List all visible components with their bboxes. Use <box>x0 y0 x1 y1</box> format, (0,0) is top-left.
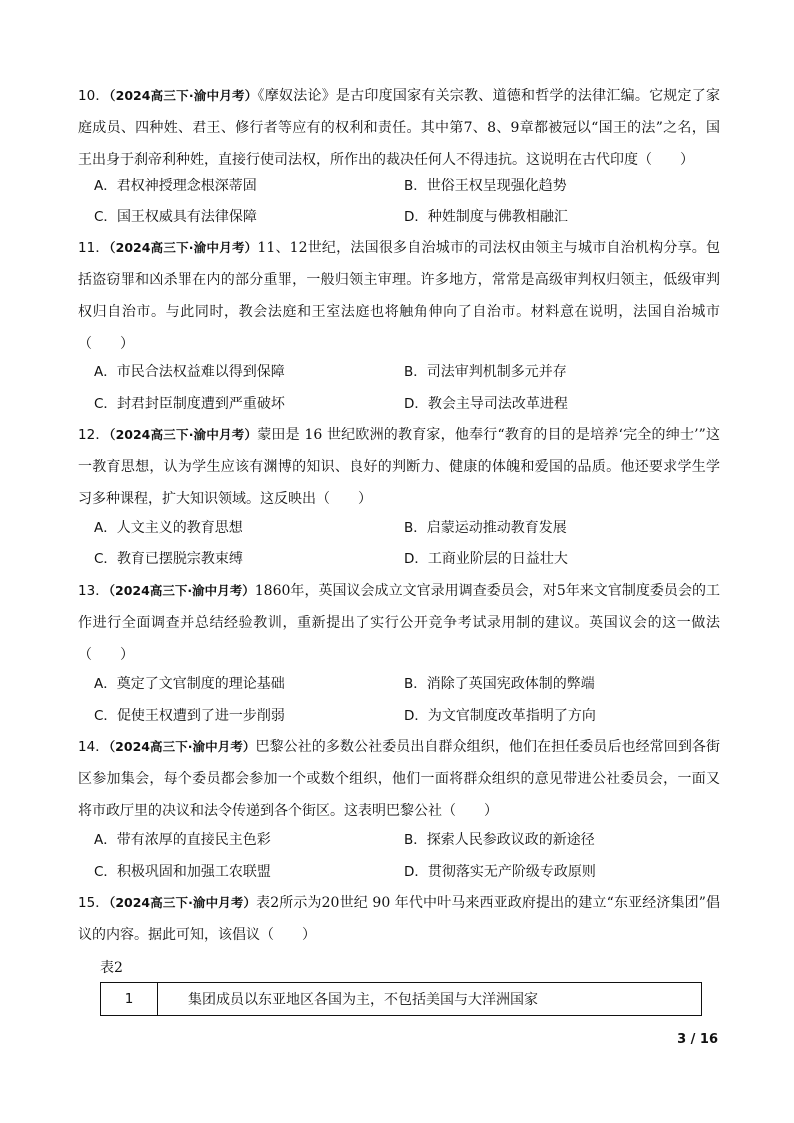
question-source: （2024高三下·渝中月考） <box>109 427 258 442</box>
table-cell-index: 1 <box>101 983 158 1016</box>
page-number: 3 / 16 <box>677 1032 718 1047</box>
option-c[interactable]: C．教育已摆脱宗教束缚 <box>94 551 243 567</box>
option-d[interactable]: D．贯彻落实无产阶级专政原则 <box>404 864 596 880</box>
table-label: 表2 <box>100 960 123 976</box>
option-c[interactable]: C．积极巩固和加强工农联盟 <box>94 864 271 880</box>
question-14 <box>78 731 720 827</box>
option-b[interactable]: B．启蒙运动推动教育发展 <box>404 520 567 536</box>
option-d[interactable]: D．种姓制度与佛教相融汇 <box>404 209 568 225</box>
question-stem: 《摩奴法论》是古印度国家有关宗教、道德和哲学的法律汇编。它规定了家庭成员、四种姓、君王、修行者等应有的权利和责任。其中第7、8、9章都被冠以“国王的法”之名，国王出身于刹帝利种姓，直接行使司法权，所作出的裁决任何人不得违抗。这说明在古代印度（ ） <box>78 88 721 168</box>
question-number: 12． <box>78 427 110 443</box>
question-source: （2024高三下·渝中月考） <box>108 583 255 598</box>
option-b[interactable]: B．世俗王权呈现强化趋势 <box>404 178 567 194</box>
question-number: 13． <box>78 583 109 599</box>
question-stem: 11、12世纪，法国很多自治城市的司法权由领主与城市自治机构分享。包括盗窃罪和凶杀罪在内的部分重罪，一般归领主审理。许多地方，常常是高级审判权归领主，低级审判权归自治市。与此同时，教会法庭和王室法庭也将触角伸向了自治市。材料意在说明，法国自治城市（ ） <box>78 240 720 352</box>
question-11 <box>78 232 720 360</box>
table-row <box>101 983 702 1016</box>
question-number: 14． <box>78 739 109 755</box>
question-number: 11． <box>78 240 110 256</box>
option-b[interactable]: B．消除了英国宪政体制的弊端 <box>404 676 595 692</box>
question-stem: 表2所示为20世纪 90 年代中叶马来西亚政府提出的建立“东亚经济集团”倡议的内容。据此可知，该倡议（ ） <box>78 895 720 943</box>
option-a[interactable]: A．带有浓厚的直接民主色彩 <box>94 832 271 848</box>
option-d[interactable]: D．工商业阶层的日益壮大 <box>404 551 568 567</box>
question-source: （2024高三下·渝中月考） <box>109 88 258 103</box>
option-d[interactable]: D．为文官制度改革指明了方向 <box>404 708 596 724</box>
question-stem: 蒙田是 16 世纪欧洲的教育家，他奉行“教育的目的是培养‘完全的绅士’”这一教育思想，认为学生应该有渊博的知识、良好的判断力、健康的体魄和爱国的品质。他还要求学生学习多种课程，扩大知识领域。这反映出（ ） <box>78 427 721 507</box>
question-source: （2024高三下·渝中月考） <box>108 895 257 910</box>
option-a[interactable]: A．奠定了文官制度的理论基础 <box>94 676 285 692</box>
question-source: （2024高三下·渝中月考） <box>108 739 256 754</box>
question-stem: 巴黎公社的多数公社委员出自群众组织，他们在担任委员后也经常回到各街区参加集会，每个委员都会参加一个或数个组织，他们一面将群众组织的意见带进公社委员会，一面又将市政厅里的决议和法令传递到各个街区。这表明巴黎公社（ ） <box>78 739 720 819</box>
option-d[interactable]: D．教会主导司法改革进程 <box>404 396 568 412</box>
option-b[interactable]: B．司法审判机制多元并存 <box>404 364 567 380</box>
option-a[interactable]: A．人文主义的教育思想 <box>94 520 243 536</box>
question-stem: 1860年，英国议会成立文官录用调查委员会，对5年来文官制度委员会的工作进行全面调查并总结经验教训，重新提出了实行公开竞争考试录用制的建议。英国议会的这一做法（ ） <box>78 583 720 663</box>
option-c[interactable]: C．促使王权遭到了进一步削弱 <box>94 708 285 724</box>
question-number: 15． <box>78 895 109 911</box>
option-c[interactable]: C．封君封臣制度遭到严重破坏 <box>94 396 285 412</box>
option-b[interactable]: B．探索人民参政议政的新途径 <box>404 832 595 848</box>
question-13 <box>78 575 720 671</box>
option-a[interactable]: A．市民合法权益难以得到保障 <box>94 364 285 380</box>
question-15 <box>78 887 720 951</box>
question-10 <box>78 80 720 176</box>
question-number: 10． <box>78 88 110 104</box>
question-source: （2024高三下·渝中月考） <box>109 240 258 255</box>
option-a[interactable]: A．君权神授理念根深蒂固 <box>94 178 257 194</box>
table-2 <box>100 982 702 1016</box>
option-c[interactable]: C．国王权威具有法律保障 <box>94 209 257 225</box>
question-12 <box>78 419 720 515</box>
table-cell-content: 集团成员以东亚地区各国为主，不包括美国与大洋洲国家 <box>158 983 702 1016</box>
